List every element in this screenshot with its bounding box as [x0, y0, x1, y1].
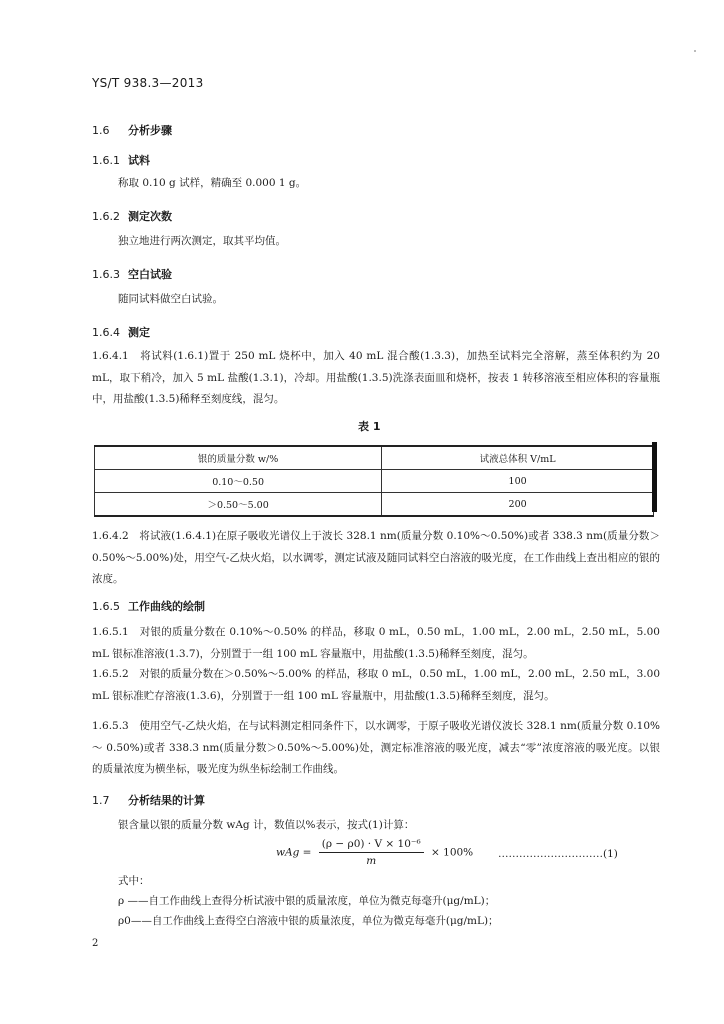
section-title: 分析结果的计算 — [128, 794, 205, 807]
formula-1 — [276, 838, 473, 867]
paragraph-1-6-5-1: 1.6.5.1 对银的质量分数在 0.10%～0.50% 的样品，移取 0 mL，0.50 mL，1.00 mL，2.00 mL，2.50 mL，5.00 mL 银标准溶液(1.3.7)，分别置于一组 100 mL 容量瓶中，用盐酸(1.3.5)稀释至刻度，混匀。 — [92, 626, 660, 660]
section-1-6-5-heading — [92, 598, 205, 614]
table-header-cell: 试液总体积 V/mL — [382, 446, 654, 470]
section-number: 1.6.3 — [92, 268, 120, 281]
section-title: 试料 — [128, 154, 150, 167]
paragraph-1-6-4-2: 1.6.4.2 将试液(1.6.4.1)在原子吸收光谱仪上于波长 328.1 nm(质量分数 0.10%～0.50%)或者 338.3 nm(质量分数＞0.50%～5.00%)处，用空气-乙炔火焰，以水调零，测定试液及随同试料空白溶液的吸光度，在工作曲线上查出相应的银的浓度。 — [92, 530, 660, 585]
section-number: 1.6.2 — [92, 210, 120, 223]
paragraph-1-6-4-1: 1.6.4.1 将试料(1.6.1)置于 250 mL 烧杯中，加入 40 mL 混合酸(1.3.3)，加热至试料完全溶解，蒸至体积约为 20 mL，取下稍冷，加入 5 mL 盐酸(1.3.1)，冷却。用盐酸(1.3.5)洗涤表面皿和烧杯，按表 1 转移溶液至相应体积的容量瓶中，用盐酸(1.3.5)稀释至刻度线，混匀。 — [92, 350, 660, 405]
section-1-7-heading — [92, 792, 205, 808]
section-title: 测定 — [128, 326, 150, 339]
where-label: 式中： — [118, 875, 150, 887]
section-number: 1.6 — [92, 124, 110, 137]
paragraph-1-6-5-2: 1.6.5.2 对银的质量分数在＞0.50%～5.00% 的样品，移取 0 mL，0.50 mL，1.00 mL，2.00 mL，2.50 mL，3.00 mL 银标准贮存溶液(1.3.6)，分别置于一组 100 mL 容量瓶中，用盐酸(1.3.5)稀释至刻度，混匀。 — [92, 668, 660, 702]
scan-speck — [694, 50, 696, 52]
formula-numerator: (ρ − ρ0) · V × 10⁻⁶ — [319, 838, 424, 853]
table-caption: 表 1 — [358, 420, 381, 433]
section-1-6-heading — [92, 122, 172, 138]
section-1-6-2-heading — [92, 208, 172, 224]
definition-rho: ρ ——自工作曲线上查得分析试液中银的质量浓度，单位为微克每毫升(μg/mL)； — [118, 895, 496, 907]
table-header-cell: 银的质量分数 w/% — [95, 446, 382, 470]
section-number: 1.6.1 — [92, 154, 120, 167]
section-1-6-3-text: 随同试料做空白试验。 — [118, 293, 223, 305]
paragraph-1-6-5-3: 1.6.5.3 使用空气-乙炔火焰，在与试料测定相同条件下，以水调零，于原子吸收光谱仪波长 328.1 nm(质量分数 0.10% ～ 0.50%)或者 338.3 nm(质量分数＞0.50%～5.00%)处，测定标准溶液的吸光度，减去“零”浓度溶液的吸光度。以银的质量浓度为横坐标，吸光度为纵坐标绘制工作曲线。 — [92, 720, 660, 775]
standard-number: YS/T 938.3—2013 — [92, 76, 204, 90]
table-row — [95, 493, 654, 517]
definition-rho0: ρ0——自工作曲线上查得空白溶液中银的质量浓度，单位为微克每毫升(μg/mL)； — [118, 915, 499, 927]
scan-edge-bar — [652, 442, 657, 512]
table-cell: 100 — [382, 470, 654, 493]
formula-lhs: wAg = — [276, 846, 312, 859]
table-cell: 0.10～0.50 — [95, 470, 382, 493]
section-1-6-1-text: 称取 0.10 g 试样，精确至 0.000 1 g。 — [118, 177, 307, 189]
formula-fraction — [319, 838, 424, 867]
section-1-6-3-heading — [92, 266, 172, 282]
table-row — [95, 470, 654, 493]
section-number: 1.7 — [92, 794, 110, 807]
section-1-6-4-heading — [92, 324, 150, 340]
formula-rhs: × 100% — [431, 846, 474, 859]
section-1-6-2-text: 独立地进行两次测定，取其平均值。 — [118, 235, 286, 247]
section-title: 测定次数 — [128, 210, 172, 223]
table-1 — [94, 445, 654, 517]
page-number: 2 — [92, 938, 99, 949]
section-number: 1.6.5 — [92, 600, 120, 613]
formula-denominator: m — [366, 855, 377, 867]
section-number: 1.6.4 — [92, 326, 120, 339]
table-header-row — [95, 446, 654, 470]
table-cell: 200 — [382, 493, 654, 517]
section-title: 工作曲线的绘制 — [128, 600, 205, 613]
table-cell: ＞0.50～5.00 — [95, 493, 382, 517]
section-1-6-1-heading — [92, 152, 150, 168]
equation-number: …………………………(1) — [498, 848, 618, 860]
section-title: 空白试验 — [128, 268, 172, 281]
section-title: 分析步骤 — [128, 124, 172, 137]
paragraph-1-7: 银含量以银的质量分数 wAg 计，数值以%表示，按式(1)计算： — [118, 819, 415, 831]
